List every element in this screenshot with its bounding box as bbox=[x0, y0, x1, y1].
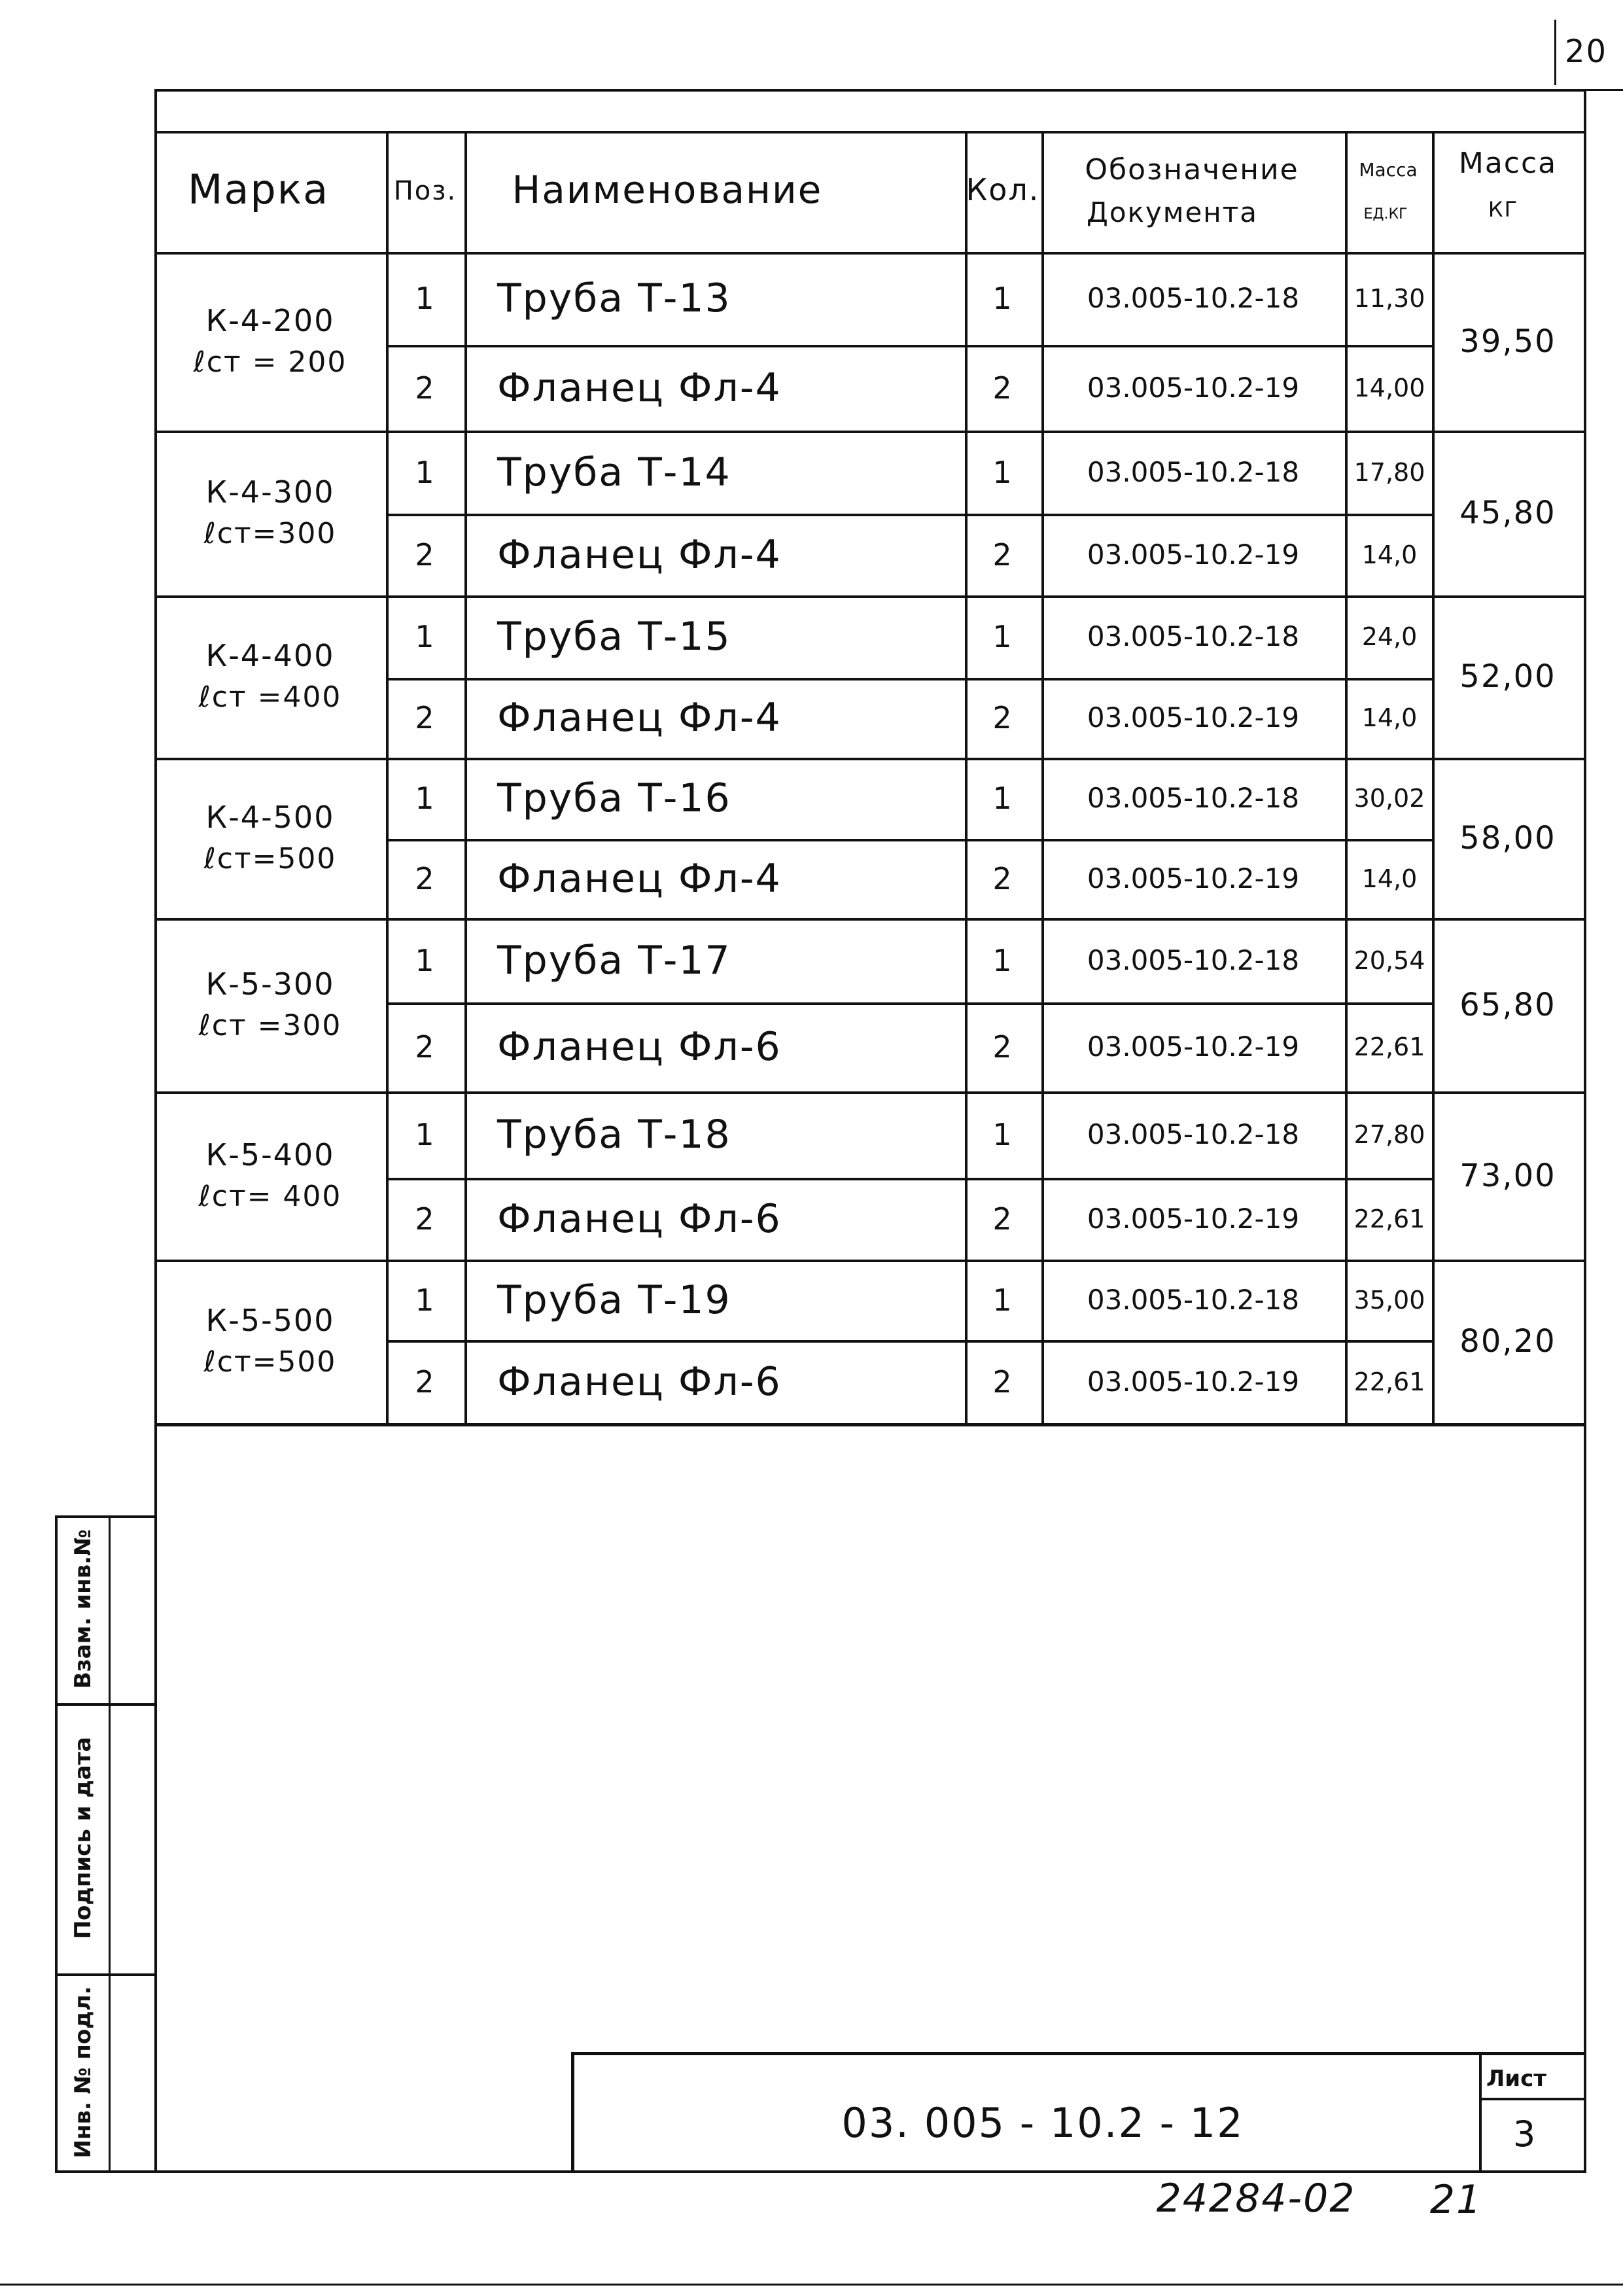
row-poz: 2 bbox=[415, 860, 436, 896]
row-name: Труба Т-15 bbox=[497, 614, 731, 660]
group-massa: 65,80 bbox=[1459, 986, 1556, 1023]
row-doc: 03.005-10.2-19 bbox=[1087, 1365, 1300, 1398]
row-kol: 2 bbox=[992, 1201, 1013, 1237]
stamp-inv-podl: Инв. № подл. bbox=[70, 1986, 96, 2159]
row-kol: 1 bbox=[992, 781, 1013, 816]
group-marka: К-5-400 bbox=[205, 1137, 335, 1173]
corner-divider bbox=[1554, 20, 1556, 85]
header-poz: Поз. bbox=[393, 176, 457, 206]
row-poz: 2 bbox=[415, 537, 436, 573]
row-kol: 2 bbox=[992, 537, 1013, 573]
row-massa-ed: 14,0 bbox=[1361, 864, 1418, 893]
row-massa-ed: 27,80 bbox=[1353, 1120, 1425, 1149]
page-number: 21 bbox=[1429, 2177, 1483, 2223]
row-massa-ed: 11,30 bbox=[1353, 284, 1425, 313]
header-massa-ed-2: ЕД.КГ bbox=[1363, 206, 1408, 222]
group-marka: К-4-300 bbox=[205, 474, 335, 510]
row-massa-ed: 22,61 bbox=[1353, 1204, 1425, 1233]
group-marka: К-5-300 bbox=[205, 966, 335, 1002]
row-doc: 03.005-10.2-18 bbox=[1087, 944, 1300, 976]
row-massa-ed: 24,0 bbox=[1361, 622, 1418, 651]
row-name: Труба Т-18 bbox=[497, 1112, 731, 1157]
row-name: Фланец Фл-4 bbox=[497, 695, 782, 741]
row-massa-ed: 20,54 bbox=[1353, 945, 1425, 975]
row-kol: 2 bbox=[992, 1029, 1013, 1065]
group-lst: ℓст = 200 bbox=[193, 345, 347, 379]
row-poz: 2 bbox=[415, 1364, 436, 1400]
stamp-podpis-data: Подпись и дата bbox=[70, 1737, 96, 1939]
row-poz: 2 bbox=[415, 700, 436, 735]
row-name: Фланец Фл-4 bbox=[497, 364, 782, 411]
group-lst: ℓст=500 bbox=[203, 1345, 337, 1379]
row-doc: 03.005-10.2-19 bbox=[1087, 701, 1300, 733]
row-poz: 2 bbox=[415, 1201, 436, 1237]
row-poz: 1 bbox=[415, 1117, 436, 1152]
row-kol: 1 bbox=[992, 454, 1013, 490]
row-kol: 1 bbox=[992, 619, 1013, 654]
row-name: Фланец Фл-6 bbox=[497, 1195, 782, 1242]
row-kol: 2 bbox=[992, 370, 1013, 406]
row-doc: 03.005-10.2-18 bbox=[1087, 282, 1300, 314]
row-name: Труба Т-13 bbox=[497, 275, 731, 321]
row-poz: 1 bbox=[415, 281, 436, 316]
group-lst: ℓст=500 bbox=[203, 841, 337, 875]
row-kol: 2 bbox=[992, 700, 1013, 735]
row-kol: 1 bbox=[992, 1282, 1013, 1318]
header-oboznachenie-1: Обозначение bbox=[1085, 153, 1299, 186]
group-massa: 39,50 bbox=[1459, 323, 1556, 360]
row-poz: 1 bbox=[415, 781, 436, 816]
row-poz: 2 bbox=[415, 1029, 436, 1065]
row-massa-ed: 14,0 bbox=[1361, 703, 1418, 732]
row-poz: 1 bbox=[415, 454, 436, 490]
header-naimenovanie: Наименование bbox=[512, 168, 823, 212]
row-kol: 1 bbox=[992, 281, 1013, 316]
row-doc: 03.005-10.2-19 bbox=[1087, 538, 1300, 571]
bottom-rule bbox=[0, 2284, 1623, 2286]
group-massa: 45,80 bbox=[1459, 495, 1556, 531]
row-massa-ed: 30,02 bbox=[1353, 784, 1425, 813]
row-name: Фланец Фл-4 bbox=[497, 855, 782, 902]
group-lst: ℓст =400 bbox=[198, 680, 342, 714]
row-doc: 03.005-10.2-18 bbox=[1087, 1118, 1300, 1150]
row-kol: 2 bbox=[992, 860, 1013, 896]
row-massa-ed: 14,0 bbox=[1361, 540, 1418, 569]
group-massa: 52,00 bbox=[1459, 658, 1556, 695]
header-massa-2: КГ bbox=[1488, 197, 1519, 222]
group-massa: 73,00 bbox=[1459, 1157, 1556, 1194]
row-poz: 1 bbox=[415, 942, 436, 978]
row-doc: 03.005-10.2-19 bbox=[1087, 862, 1300, 894]
row-name: Фланец Фл-6 bbox=[497, 1024, 782, 1070]
group-lst: ℓст=300 bbox=[203, 517, 337, 550]
stamp-vzam-inv: Взам. инв.№ bbox=[70, 1529, 96, 1689]
row-kol: 1 bbox=[992, 1117, 1013, 1152]
group-massa: 80,20 bbox=[1459, 1323, 1556, 1360]
row-doc: 03.005-10.2-18 bbox=[1087, 620, 1300, 652]
row-name: Труба Т-19 bbox=[497, 1277, 731, 1323]
row-doc: 03.005-10.2-19 bbox=[1087, 1031, 1300, 1063]
row-kol: 2 bbox=[992, 1364, 1013, 1400]
group-lst: ℓст =300 bbox=[198, 1008, 342, 1042]
row-poz: 2 bbox=[415, 370, 436, 406]
row-name: Труба Т-17 bbox=[497, 937, 731, 983]
row-massa-ed: 17,80 bbox=[1353, 457, 1425, 487]
row-massa-ed: 14,00 bbox=[1353, 373, 1425, 402]
header-oboznachenie-2: Документа bbox=[1087, 196, 1258, 228]
row-doc: 03.005-10.2-18 bbox=[1087, 455, 1300, 488]
header-massa-ed-1: Масса bbox=[1359, 159, 1418, 181]
row-massa-ed: 35,00 bbox=[1353, 1285, 1425, 1315]
row-massa-ed: 22,61 bbox=[1353, 1367, 1425, 1396]
corner-sheet-number: 20 bbox=[1565, 33, 1608, 70]
list-label: Лист bbox=[1486, 2066, 1546, 2092]
row-doc: 03.005-10.2-18 bbox=[1087, 782, 1300, 814]
doc-number: 03. 005 - 10.2 - 12 bbox=[841, 2099, 1244, 2147]
group-marka: К-5-500 bbox=[205, 1303, 335, 1338]
header-kol: Кол. bbox=[966, 172, 1040, 207]
row-kol: 1 bbox=[992, 942, 1013, 978]
row-doc: 03.005-10.2-18 bbox=[1087, 1283, 1300, 1316]
archive-number: 24284-02 bbox=[1156, 2176, 1356, 2221]
row-name: Фланец Фл-6 bbox=[497, 1358, 782, 1405]
group-marka: К-4-200 bbox=[205, 302, 335, 338]
row-name: Фланец Фл-4 bbox=[497, 531, 782, 578]
list-number: 3 bbox=[1512, 2113, 1537, 2155]
row-poz: 1 bbox=[415, 619, 436, 654]
group-massa: 58,00 bbox=[1459, 819, 1556, 857]
header-massa-1: Масса bbox=[1458, 147, 1558, 180]
group-marka: К-4-400 bbox=[205, 638, 335, 673]
row-doc: 03.005-10.2-19 bbox=[1087, 371, 1300, 404]
group-marka: К-4-500 bbox=[205, 799, 335, 835]
row-doc: 03.005-10.2-19 bbox=[1087, 1202, 1300, 1235]
group-lst: ℓст= 400 bbox=[198, 1179, 342, 1213]
row-name: Труба Т-14 bbox=[497, 449, 731, 495]
header-marka: Марка bbox=[187, 166, 330, 213]
row-name: Труба Т-16 bbox=[497, 775, 731, 821]
row-poz: 1 bbox=[415, 1282, 436, 1318]
row-massa-ed: 22,61 bbox=[1353, 1033, 1425, 1061]
